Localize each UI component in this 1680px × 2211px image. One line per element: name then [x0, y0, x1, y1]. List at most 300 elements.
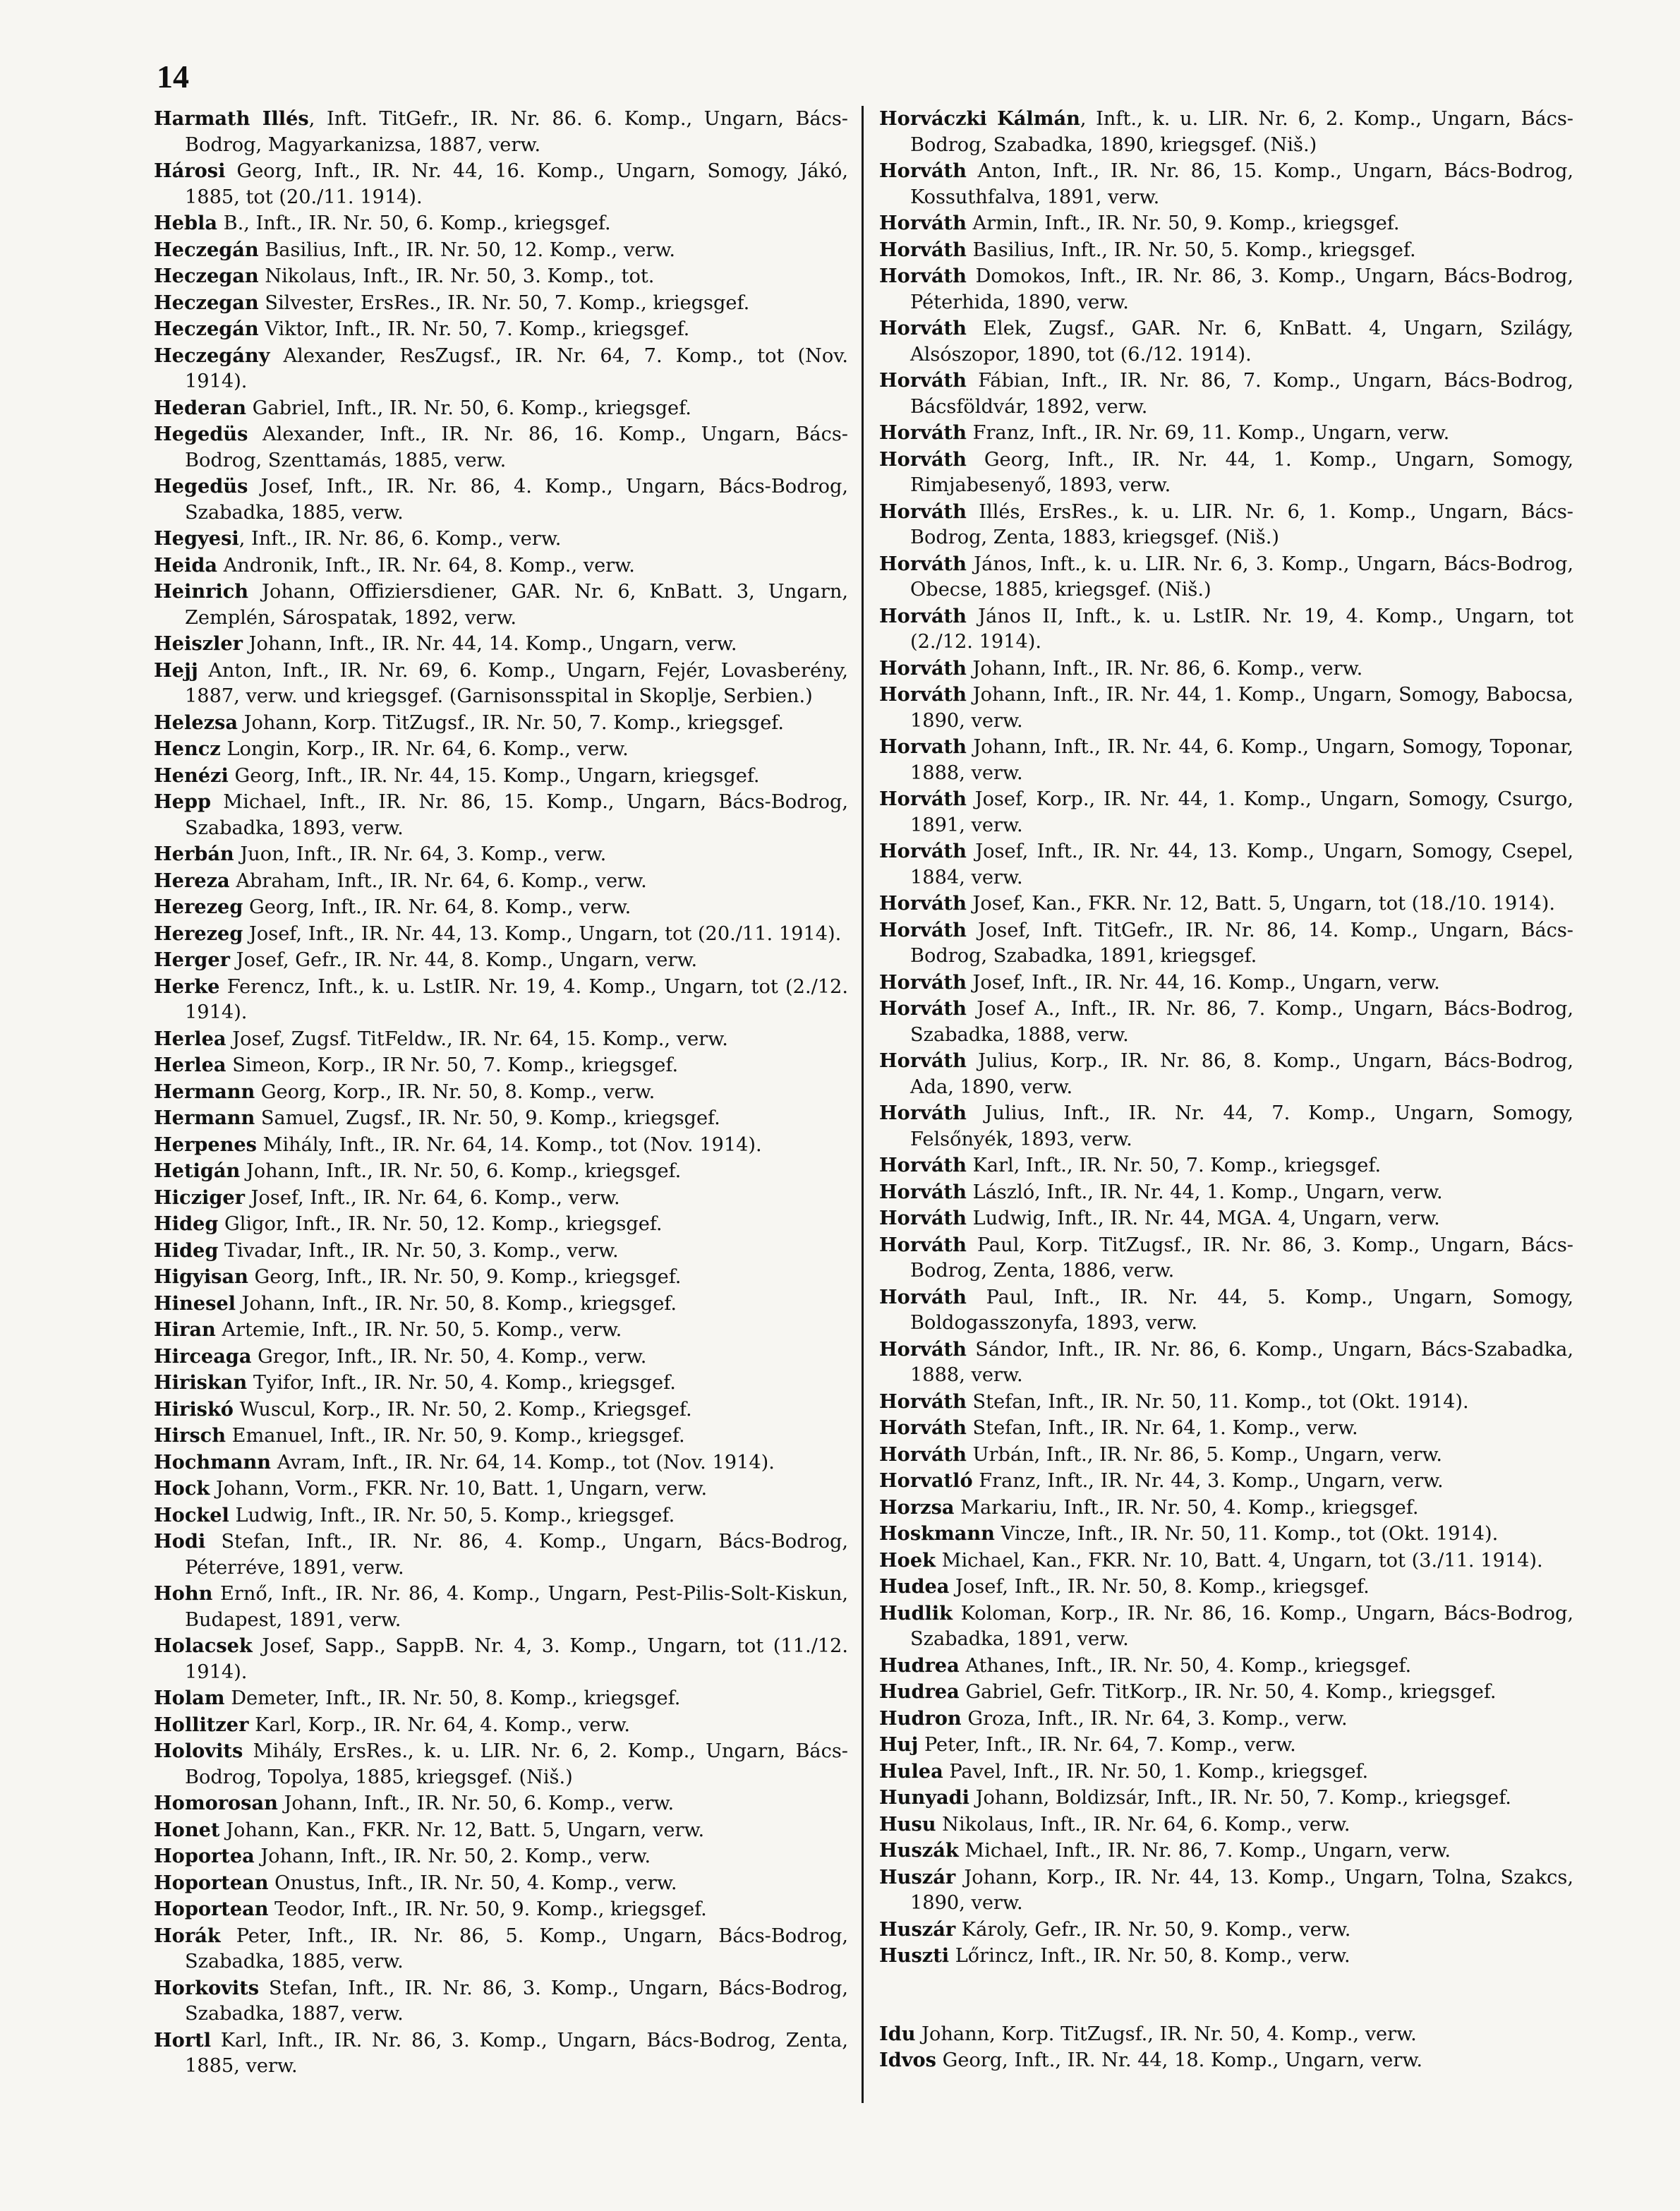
- entry-surname: Hockel: [154, 1503, 229, 1526]
- entry-details: , Inft., k. u. LIR. Nr. 6, 2. Komp., Ungarn, Bács-Bodrog, Szabadka, 1890, kriegsgef. (Niš.): [910, 108, 1573, 156]
- entry-details: Josef, Inft., IR. Nr. 86, 4. Komp., Ungarn, Bács-Bodrog, Szabadka, 1885, verw.: [185, 476, 848, 524]
- entry-details: Josef, Inft. TitGefr., IR. Nr. 86, 14. Komp., Ungarn, Bács-Bodrog, Szabadka, 1891, kriegsgef.: [910, 919, 1573, 967]
- entry-details: Gregor, Inft., IR. Nr. 50, 4. Komp., verw.: [251, 1345, 647, 1368]
- register-entry: [879, 1232, 1573, 1284]
- entry-surname: Hejj: [154, 658, 198, 682]
- entry-surname: Hetigán: [154, 1159, 241, 1182]
- entry-details: Georg, Korp., IR. Nr. 50, 8. Komp., verw.: [255, 1080, 655, 1103]
- entry-surname: Hudron: [879, 1706, 962, 1730]
- entry-details: Josef A., Inft., IR. Nr. 86, 7. Komp., Ungarn, Bács-Bodrog, Szabadka, 1888, verw.: [910, 998, 1573, 1046]
- entry-surname: Hinesel: [154, 1291, 236, 1315]
- entry-surname: Horváth: [879, 1207, 967, 1229]
- entry-surname: Horváth: [879, 970, 967, 994]
- register-entry: [154, 1397, 848, 1423]
- entry-details: Johann, Korp., IR. Nr. 44, 13. Komp., Ungarn, Tolna, Szakcs, 1890, verw.: [910, 1866, 1573, 1914]
- register-entry: [154, 894, 848, 921]
- entry-surname: Horváth: [879, 447, 967, 471]
- register-entry: [879, 838, 1573, 891]
- entry-details: Simeon, Korp., IR Nr. 50, 7. Komp., kriegsgef.: [226, 1054, 679, 1076]
- entry-details: Alexander, Inft., IR. Nr. 86, 16. Komp., Ungarn, Bács-Bodrog, Szenttamás, 1885, verw.: [185, 423, 848, 471]
- entry-details: Ernő, Inft., IR. Nr. 86, 4. Komp., Ungarn, Pest-Pilis-Solt-Kiskun, Budapest, 1891, verw.: [185, 1583, 848, 1631]
- entry-details: Koloman, Korp., IR. Nr. 86, 16. Komp., Ungarn, Bács-Bodrog, Szabadka, 1891, verw.: [910, 1602, 1573, 1650]
- entry-surname: Horváth: [879, 892, 967, 915]
- entry-details: Johann, Boldizsár, Inft., IR. Nr. 50, 7. Komp., kriegsgef.: [969, 1787, 1511, 1809]
- right-column: [879, 106, 1573, 2074]
- entry-surname: Hoportean: [154, 1871, 269, 1894]
- entry-surname: Hochmann: [154, 1450, 272, 1474]
- entry-surname: Hegedüs: [154, 475, 248, 498]
- entry-details: Emanuel, Inft., IR. Nr. 50, 9. Komp., kriegsgef.: [225, 1425, 685, 1447]
- register-entry: [154, 1870, 848, 1897]
- entry-surname: Hoskmann: [879, 1522, 995, 1545]
- register-entry: [879, 1864, 1573, 1917]
- entry-surname: Horváth: [879, 1049, 967, 1072]
- register-entry: [879, 1100, 1573, 1152]
- entry-surname: Huj: [879, 1733, 919, 1756]
- entry-surname: Hencz: [154, 737, 221, 760]
- entry-details: Nikolaus, Inft., IR. Nr. 50, 3. Komp., tot.: [258, 265, 655, 287]
- entry-details: Karl, Inft., IR. Nr. 50, 7. Komp., kriegsgef.: [966, 1155, 1382, 1176]
- entry-details: Athanes, Inft., IR. Nr. 50, 4. Komp., kriegsgef.: [959, 1654, 1412, 1677]
- entry-surname: Huszár: [879, 1917, 956, 1941]
- left-column: [154, 106, 848, 2080]
- entry-details: Teodor, Inft., IR. Nr. 50, 9. Komp., kriegsgef.: [268, 1898, 707, 1920]
- register-entry: [154, 1685, 848, 1712]
- entry-details: Ludwig, Inft., IR. Nr. 50, 5. Komp., kriegsgef.: [229, 1504, 675, 1526]
- register-entry: [879, 1601, 1573, 1653]
- entry-surname: Heczegány: [154, 344, 270, 367]
- register-entry: [879, 917, 1573, 970]
- register-entry: [879, 1442, 1573, 1469]
- register-entry: [154, 1026, 848, 1053]
- register-entry: [154, 579, 848, 631]
- entry-details: Ludwig, Inft., IR. Nr. 44, MGA. 4, Ungarn, verw.: [966, 1207, 1440, 1229]
- entry-surname: Hudlik: [879, 1601, 953, 1625]
- register-entry: [154, 710, 848, 737]
- entry-details: Mihály, Inft., IR. Nr. 64, 14. Komp., tot (Nov. 1914).: [257, 1133, 762, 1156]
- entry-details: Lőrincz, Inft., IR. Nr. 50, 8. Komp., verw.: [949, 1945, 1350, 1967]
- entry-surname: Hirsch: [154, 1424, 226, 1447]
- register-entry: [154, 158, 848, 210]
- entry-details: Johann, Inft., IR. Nr. 44, 1. Komp., Ungarn, Somogy, Babocsa, 1890, verw.: [910, 684, 1573, 732]
- register-entry: [154, 526, 848, 553]
- entry-details: László, Inft., IR. Nr. 44, 1. Komp., Ungarn, verw.: [966, 1181, 1443, 1203]
- entry-surname: Hirceaga: [154, 1344, 252, 1368]
- entry-surname: Hegedüs: [154, 423, 248, 445]
- entry-details: Josef, Korp., IR. Nr. 44, 1. Komp., Ungarn, Somogy, Csurgo, 1891, verw.: [910, 788, 1573, 836]
- entry-surname: Hulea: [879, 1759, 943, 1783]
- register-entry: [154, 1423, 848, 1450]
- register-entry: [154, 1344, 848, 1370]
- register-entry: [154, 763, 848, 790]
- entry-details: Juon, Inft., IR. Nr. 64, 3. Komp., verw.: [234, 843, 607, 865]
- register-entry: [154, 210, 848, 237]
- register-entry: [879, 1917, 1573, 1944]
- entry-details: János II, Inft., k. u. LstIR. Nr. 19, 4. Komp., Ungarn, tot (2./12. 1914).: [910, 605, 1573, 653]
- entry-details: Georg, Inft., IR. Nr. 44, 16. Komp., Ungarn, Somogy, Jákó, 1885, tot (20./11. 1914).: [185, 160, 848, 208]
- entry-surname: Heida: [154, 553, 217, 577]
- entry-details: Georg, Inft., IR. Nr. 44, 1. Komp., Ungarn, Somogy, Rimjabesenyő, 1893, verw.: [910, 448, 1573, 496]
- entry-details: Peter, Inft., IR. Nr. 64, 7. Komp., verw.: [918, 1734, 1296, 1756]
- entry-details: Longin, Korp., IR. Nr. 64, 6. Komp., verw.: [220, 738, 629, 760]
- entry-surname: Heczegan: [154, 265, 259, 287]
- register-entry: [154, 1079, 848, 1106]
- register-entry: [154, 921, 848, 948]
- register-entry: [154, 1476, 848, 1502]
- entry-surname: Herke: [154, 975, 220, 998]
- entry-surname: Horváth: [879, 1337, 967, 1361]
- entry-surname: Hárosi: [154, 159, 226, 182]
- entry-surname: Horzsa: [879, 1495, 955, 1519]
- entry-details: Urbán, Inft., IR. Nr. 86, 5. Komp., Ungarn, verw.: [966, 1443, 1443, 1466]
- register-entry: [879, 158, 1573, 210]
- entry-surname: Horváth: [879, 369, 967, 392]
- entry-details: Markariu, Inft., IR. Nr. 50, 4. Komp., kriegsgef.: [954, 1496, 1419, 1519]
- entry-surname: Horváth: [879, 159, 967, 182]
- entry-surname: Horváth: [879, 1154, 967, 1176]
- entry-details: Samuel, Zugsf., IR. Nr. 50, 9. Komp., kriegsgef.: [255, 1107, 720, 1129]
- register-entry: [879, 891, 1573, 917]
- register-entry: [154, 1317, 848, 1344]
- entry-details: Tyifor, Inft., IR. Nr. 50, 4. Komp., kriegsgef.: [247, 1372, 676, 1394]
- entry-details: Johann, Inft., IR. Nr. 50, 8. Komp., kriegsgef.: [236, 1292, 677, 1315]
- entry-details: Silvester, ErsRes., IR. Nr. 50, 7. Komp., kriegsgef.: [258, 291, 750, 314]
- entry-surname: Heczegan: [154, 291, 259, 314]
- entry-surname: Hoportea: [154, 1845, 255, 1867]
- entry-surname: Husu: [879, 1812, 936, 1836]
- register-entry: [154, 316, 848, 343]
- register-entry: [154, 1450, 848, 1476]
- register-entry: [879, 1415, 1573, 1442]
- entry-details: Michael, Inft., IR. Nr. 86, 7. Komp., Ungarn, verw.: [958, 1840, 1451, 1862]
- register-entry: [154, 736, 848, 763]
- register-entry: [154, 237, 848, 264]
- entry-surname: Horváth: [879, 1416, 967, 1439]
- entry-details: Johann, Kan., FKR. Nr. 12, Batt. 5, Ungarn, verw.: [219, 1819, 705, 1841]
- register-entry: [154, 1790, 848, 1817]
- entry-details: Illés, ErsRes., k. u. LIR. Nr. 6, 1. Komp., Ungarn, Bács-Bodrog, Zenta, 1883, kriegsgef. (Niš.): [910, 500, 1573, 548]
- register-entry: [154, 1738, 848, 1790]
- register-entry: [154, 1817, 848, 1844]
- entry-details: Stefan, Inft., IR. Nr. 86, 3. Komp., Ungarn, Bács-Bodrog, Szabadka, 1887, verw.: [185, 1977, 848, 2025]
- register-entry: [879, 603, 1573, 656]
- entry-surname: Horváth: [879, 656, 967, 680]
- entry-details: Georg, Inft., IR. Nr. 44, 15. Komp., Ungarn, kriegsgef.: [228, 764, 760, 787]
- register-entry: [154, 1712, 848, 1739]
- register-entry: [879, 734, 1573, 786]
- register-entry: [879, 996, 1573, 1048]
- entry-details: B., Inft., IR. Nr. 50, 6. Komp., kriegsgef.: [217, 212, 611, 234]
- register-entry: [879, 1337, 1573, 1389]
- register-entry: [154, 1896, 848, 1923]
- entry-surname: Idu: [879, 2022, 916, 2045]
- entry-surname: Herpenes: [154, 1133, 257, 1156]
- entry-details: Pavel, Inft., IR. Nr. 50, 1. Komp., kriegsgef.: [943, 1760, 1369, 1783]
- entry-details: , Inft., IR. Nr. 86, 6. Komp., verw.: [238, 528, 562, 550]
- register-entry: [879, 237, 1573, 264]
- entry-surname: Hollitzer: [154, 1713, 249, 1736]
- register-entry: [154, 263, 848, 290]
- register-entry: [879, 1179, 1573, 1206]
- entry-surname: Herlea: [154, 1054, 226, 1076]
- entry-surname: Horvatló: [879, 1469, 973, 1492]
- register-entry: [154, 1633, 848, 1685]
- entry-surname: Hideg: [154, 1239, 219, 1262]
- entry-details: , Inft. TitGefr., IR. Nr. 86. 6. Komp., Ungarn, Bács-Bodrog, Magyarkanizsa, 1887, verw.: [185, 108, 848, 156]
- register-entry: [879, 682, 1573, 734]
- register-entry: [154, 1185, 848, 1212]
- entry-surname: Huszti: [879, 1944, 950, 1967]
- entry-details: Josef, Inft., IR. Nr. 44, 16. Komp., Ungarn, verw.: [966, 971, 1440, 994]
- entry-details: Groza, Inft., IR. Nr. 64, 3. Komp., verw.: [961, 1707, 1348, 1730]
- entry-surname: Herezeg: [154, 896, 243, 918]
- entry-details: Avram, Inft., IR. Nr. 64, 14. Komp., tot (Nov. 1914).: [271, 1451, 775, 1474]
- entry-details: Josef, Kan., FKR. Nr. 12, Batt. 5, Ungarn, tot (18./10. 1914).: [966, 893, 1555, 915]
- register-entry: [154, 1502, 848, 1529]
- register-entry: [879, 1468, 1573, 1495]
- entry-surname: Heczegán: [154, 238, 259, 261]
- entry-surname: Hunyadi: [879, 1786, 969, 1809]
- register-entry: [879, 315, 1573, 368]
- register-entry: [879, 2047, 1573, 2074]
- register-entry: [879, 1653, 1573, 1680]
- column-divider: [862, 106, 864, 2103]
- register-entry: [879, 1732, 1573, 1759]
- entry-surname: Horváth: [879, 265, 967, 287]
- register-entry: [879, 1152, 1573, 1179]
- entry-details: Georg, Inft., IR. Nr. 50, 9. Komp., kriegsgef.: [248, 1266, 682, 1288]
- register-entry: [154, 474, 848, 526]
- entry-surname: Henézi: [154, 764, 229, 787]
- entry-details: Julius, Inft., IR. Nr. 44, 7. Komp., Ungarn, Somogy, Felsőnyék, 1893, verw.: [910, 1102, 1573, 1150]
- register-entry: [879, 551, 1573, 603]
- entry-surname: Homorosan: [154, 1792, 278, 1814]
- entry-details: Stefan, Inft., IR. Nr. 50, 11. Komp., tot (Okt. 1914).: [966, 1390, 1469, 1413]
- register-entry: [879, 1389, 1573, 1416]
- entry-details: Johann, Inft., IR. Nr. 44, 14. Komp., Ungarn, verw.: [243, 633, 737, 655]
- register-entry: [879, 1812, 1573, 1838]
- entry-surname: Horváczki Kálmán: [879, 107, 1080, 130]
- entry-details: Paul, Korp. TitZugsf., IR. Nr. 86, 3. Komp., Ungarn, Bács-Bodrog, Zenta, 1886, verw.: [910, 1234, 1573, 1282]
- entry-details: Elek, Zugsf., GAR. Nr. 6, KnBatt. 4, Ungarn, Szilágy, Alsószopor, 1890, tot (6./12. 1914).: [910, 318, 1573, 366]
- register-entry: [879, 420, 1573, 447]
- entry-surname: Horváth: [879, 918, 967, 941]
- entry-surname: Herbán: [154, 843, 234, 865]
- entry-details: Josef, Inft., IR. Nr. 64, 6. Komp., verw.: [244, 1186, 620, 1209]
- entry-details: Stefan, Inft., IR. Nr. 64, 1. Komp., verw.: [966, 1417, 1358, 1439]
- register-entry: [154, 974, 848, 1026]
- register-entry: [154, 1052, 848, 1079]
- entry-details: Gabriel, Gefr. TitKorp., IR. Nr. 50, 4. Komp., kriegsgef.: [959, 1681, 1497, 1703]
- entry-details: Julius, Korp., IR. Nr. 86, 8. Komp., Ungarn, Bács-Bodrog, Ada, 1890, verw.: [910, 1050, 1573, 1098]
- entry-surname: Hegyesi: [154, 527, 239, 550]
- entry-surname: Horváth: [879, 238, 967, 261]
- entry-details: Michael, Kan., FKR. Nr. 10, Batt. 4, Ungarn, tot (3./11. 1914).: [935, 1549, 1543, 1572]
- entry-surname: Horváth: [879, 1442, 967, 1466]
- entry-details: Franz, Inft., IR. Nr. 69, 11. Komp., Ungarn, verw.: [966, 422, 1450, 444]
- entry-details: Abraham, Inft., IR. Nr. 64, 6. Komp., verw.: [229, 869, 647, 892]
- register-entry: [154, 2028, 848, 2080]
- entry-details: Josef, Inft., IR. Nr. 50, 8. Komp., kriegsgef.: [949, 1576, 1370, 1598]
- register-entry: [879, 499, 1573, 551]
- entry-details: Paul, Inft., IR. Nr. 44, 5. Komp., Ungarn, Somogy, Boldogasszonyfa, 1893, verw.: [910, 1286, 1573, 1334]
- entry-surname: Horváth: [879, 1285, 967, 1308]
- entry-details: Karl, Korp., IR. Nr. 64, 4. Komp., verw.: [248, 1713, 631, 1736]
- entry-surname: Hiriskan: [154, 1371, 248, 1394]
- entry-surname: Hudrea: [879, 1653, 960, 1677]
- register-entry: [879, 1759, 1573, 1785]
- register-entry: [154, 290, 848, 317]
- section-spacer: [879, 1970, 1573, 2021]
- entry-surname: Herezeg: [154, 922, 243, 945]
- entry-surname: Heiszler: [154, 632, 243, 655]
- register-entry: [154, 1158, 848, 1185]
- entry-details: Johann, Inft., IR. Nr. 50, 6. Komp., kriegsgef.: [240, 1160, 682, 1182]
- register-entry: [154, 343, 848, 395]
- entry-details: Johann, Korp. TitZugsf., IR. Nr. 50, 7. Komp., kriegsgef.: [237, 711, 785, 734]
- register-entry: [154, 553, 848, 579]
- entry-surname: Horák: [154, 1924, 221, 1947]
- register-entry: [154, 631, 848, 658]
- entry-surname: Horváth: [879, 1102, 967, 1124]
- register-entry: [879, 1495, 1573, 1522]
- entry-surname: Honet: [154, 1818, 220, 1841]
- register-entry: [879, 1548, 1573, 1574]
- entry-details: Georg, Inft., IR. Nr. 64, 8. Komp., verw.: [243, 896, 631, 918]
- entry-details: Johann, Inft., IR. Nr. 50, 2. Komp., verw.: [254, 1845, 651, 1867]
- register-entry: [154, 106, 848, 158]
- entry-details: Karl, Inft., IR. Nr. 86, 3. Komp., Ungarn, Bács-Bodrog, Zenta, 1885, verw.: [185, 2029, 848, 2077]
- register-entry: [879, 1679, 1573, 1706]
- entry-surname: Heczegán: [154, 318, 259, 340]
- entry-surname: Huszár: [879, 1865, 956, 1888]
- entry-surname: Horváth: [879, 683, 967, 706]
- entry-details: Wuscul, Korp., IR. Nr. 50, 2. Komp., Kriegsgef.: [233, 1398, 692, 1421]
- register-entry: [879, 970, 1573, 996]
- entry-details: Gabriel, Inft., IR. Nr. 50, 6. Komp., kriegsgef.: [246, 397, 691, 419]
- entry-surname: Horváth: [879, 421, 967, 444]
- register-entry: [879, 210, 1573, 237]
- register-entry: [154, 395, 848, 422]
- register-entry: [154, 1843, 848, 1870]
- entry-surname: Horváth: [879, 1233, 967, 1256]
- entry-details: Franz, Inft., IR. Nr. 44, 3. Komp., Ungarn, verw.: [972, 1470, 1444, 1492]
- register-entry: [154, 1238, 848, 1265]
- register-entry: [879, 1785, 1573, 1812]
- entry-details: Viktor, Inft., IR. Nr. 50, 7. Komp., kriegsgef.: [258, 318, 690, 340]
- register-entry: [154, 789, 848, 841]
- entry-surname: Herlea: [154, 1027, 226, 1050]
- entry-surname: Hodi: [154, 1530, 206, 1553]
- entry-surname: Hereza: [154, 869, 230, 892]
- register-entry: [154, 421, 848, 474]
- register-entry: [879, 656, 1573, 682]
- entry-details: Georg, Inft., IR. Nr. 44, 18. Komp., Ungarn, verw.: [936, 2049, 1422, 2071]
- register-entry: [154, 1581, 848, 1633]
- entry-surname: Hudea: [879, 1575, 950, 1598]
- register-entry: [879, 786, 1573, 838]
- entry-surname: Horkovits: [154, 1976, 260, 1999]
- entry-details: Tivadar, Inft., IR. Nr. 50, 3. Komp., verw.: [218, 1239, 619, 1262]
- entry-details: János, Inft., k. u. LIR. Nr. 6, 3. Komp., Ungarn, Bács-Bodrog, Obecse, 1885, kriegsgef. (Niš.): [910, 553, 1573, 601]
- entry-details: Gligor, Inft., IR. Nr. 50, 12. Komp., kriegsgef.: [218, 1213, 663, 1235]
- entry-surname: Herger: [154, 948, 230, 971]
- entry-surname: Holacsek: [154, 1634, 253, 1657]
- entry-details: Johann, Vorm., FKR. Nr. 10, Batt. 1, Ungarn, verw.: [210, 1478, 708, 1500]
- entry-details: Johann, Inft., IR. Nr. 86, 6. Komp., verw.: [966, 657, 1363, 680]
- entry-surname: Hermann: [154, 1080, 255, 1103]
- entry-surname: Horvath: [879, 735, 967, 758]
- register-entry: [154, 1264, 848, 1291]
- entry-surname: Hermann: [154, 1107, 255, 1129]
- register-entry: [154, 868, 848, 895]
- entry-surname: Helezsa: [154, 711, 238, 734]
- register-entry: [154, 947, 848, 974]
- entry-surname: Horváth: [879, 500, 967, 523]
- entry-surname: Hock: [154, 1477, 210, 1500]
- entry-surname: Horváth: [879, 1390, 967, 1413]
- register-entry: [154, 1132, 848, 1159]
- entry-details: Onustus, Inft., IR. Nr. 50, 4. Komp., verw.: [268, 1872, 677, 1894]
- entry-surname: Hoportean: [154, 1898, 269, 1920]
- entry-details: Ferencz, Inft., k. u. LstIR. Nr. 19, 4. Komp., Ungarn, tot (2./12. 1914).: [185, 975, 848, 1023]
- register-entry: [154, 1975, 848, 2028]
- entry-details: Josef, Inft., IR. Nr. 44, 13. Komp., Ungarn, Somogy, Csepel, 1884, verw.: [910, 841, 1573, 888]
- register-entry: [879, 106, 1573, 158]
- entry-details: Demeter, Inft., IR. Nr. 50, 8. Komp., kriegsgef.: [224, 1687, 681, 1709]
- entry-surname: Huszák: [879, 1839, 959, 1862]
- register-entry: [879, 1943, 1573, 1970]
- entry-surname: Hudrea: [879, 1680, 960, 1703]
- entry-surname: Hiran: [154, 1318, 216, 1341]
- entry-surname: Hepp: [154, 790, 212, 813]
- entry-details: Alexander, ResZugsf., IR. Nr. 64, 7. Komp., tot (Nov. 1914).: [185, 344, 848, 392]
- entry-surname: Horváth: [879, 604, 967, 627]
- entry-surname: Hoek: [879, 1548, 936, 1572]
- register-entry: [879, 1838, 1573, 1864]
- entry-surname: Hortl: [154, 2028, 212, 2052]
- register-entry: [879, 447, 1573, 499]
- entry-details: Vincze, Inft., IR. Nr. 50, 11. Komp., tot (Okt. 1914).: [994, 1523, 1499, 1545]
- register-entry: [879, 263, 1573, 315]
- entry-details: Armin, Inft., IR. Nr. 50, 9. Komp., kriegsgef.: [966, 212, 1400, 234]
- entry-surname: Hebla: [154, 212, 217, 234]
- h-section: [879, 106, 1573, 1970]
- entry-details: Nikolaus, Inft., IR. Nr. 64, 6. Komp., verw.: [936, 1813, 1350, 1836]
- register-entry: [879, 1574, 1573, 1601]
- entry-surname: Horváth: [879, 1180, 967, 1203]
- page-number: 14: [157, 59, 189, 95]
- entry-surname: Higyisan: [154, 1265, 248, 1288]
- entry-details: Artemie, Inft., IR. Nr. 50, 5. Komp., verw.: [215, 1319, 622, 1341]
- register-entry: [879, 1706, 1573, 1733]
- entry-surname: Heinrich: [154, 580, 249, 603]
- entry-details: Johann, Offiziersdiener, GAR. Nr. 6, KnBatt. 3, Ungarn, Zemplén, Sárospatak, 1892, verw.: [185, 581, 848, 629]
- register-entry: [154, 1370, 848, 1397]
- entry-surname: Hicziger: [154, 1186, 245, 1209]
- register-entry: [879, 1048, 1573, 1100]
- entry-surname: Hohn: [154, 1582, 213, 1605]
- register-entry: [879, 368, 1573, 420]
- entry-details: Basilius, Inft., IR. Nr. 50, 5. Komp., kriegsgef.: [966, 239, 1416, 261]
- register-entry: [879, 1205, 1573, 1232]
- entry-surname: Horváth: [879, 840, 967, 862]
- register-entry: [154, 841, 848, 868]
- entry-details: Fábian, Inft., IR. Nr. 86, 7. Komp., Ungarn, Bács-Bodrog, Bácsföldvár, 1892, verw.: [910, 370, 1573, 418]
- entry-surname: Holam: [154, 1687, 225, 1709]
- entry-surname: Hederan: [154, 396, 246, 419]
- register-entry: [154, 1923, 848, 1975]
